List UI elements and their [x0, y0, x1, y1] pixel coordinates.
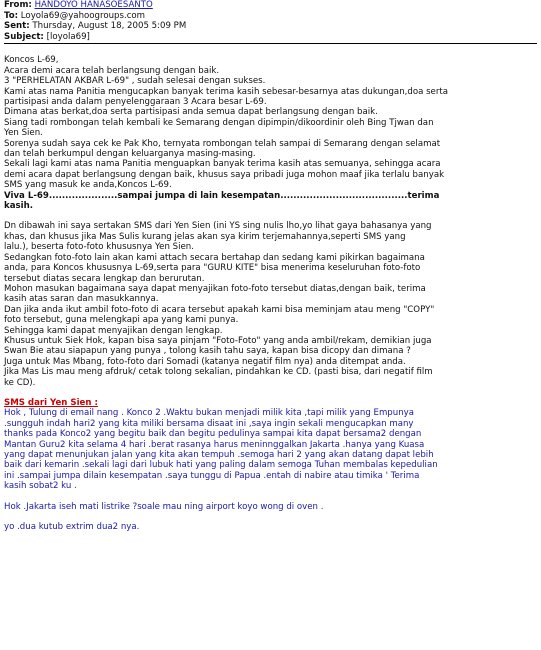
body-line: Sorenya sudah saya cek ke Pak Kho, ternyata rombongan telah sampai di Semarang dengan selamat: [4, 138, 441, 149]
body-line: Kami atas nama Panitia mengucapkan banyak terima kasih sebesar-besarnya atas dukungan,doa serta: [4, 86, 449, 97]
body-line: demi acara dapat berlangsung dengan baik, khusus saya pribadi juga mohon maaf jika terlalu banyak: [4, 169, 445, 180]
body-line: Khusus untuk Siek Hok, kapan bisa saya pinjam "Foto-Foto" yang anda ambil/rekam, demikian juga: [4, 335, 432, 346]
sms-line: kasih sobat2 ku .: [4, 481, 77, 492]
sms-line: ini .sampai jumpa dilain kesempatan .saya tunggu di Papua .entah di nabire atau timika ' Terima: [4, 470, 420, 481]
body-line: kasih atas saran dan masukkannya.: [4, 294, 159, 305]
to-row: [4, 11, 537, 22]
sms-line: Mantan Guru2 kita selama 4 hari .berat rasanya harus meninnggalkan Jakarta .hanya yang Kuasa: [4, 439, 425, 450]
sms-line: baik dari kemarin .sekali lagi dari lubuk hati yang paling dalam semoga Tuhan membalas kepedulian: [4, 460, 438, 471]
body-line: Siang tadi rombongan telah kembali ke Semarang dengan dipimpin/dikoordinir oleh Bing Tjwan dan: [4, 117, 434, 128]
sms-line: yang dapat menunjukan jalan yang kita akan tempuh .semoga hari 2 yang akan datang dapat lebih: [4, 450, 434, 460]
body-line: SMS yang masuk ke anda,Koncos L-69.: [4, 180, 172, 191]
sms-section-title: SMS dari Yen Sien :: [4, 397, 98, 408]
body-paragraph-1: [4, 55, 537, 190]
body-line: Swan Bie atau siapapun yang punya , tolong kasih tahu saya, kapan bisa dicopy dan dimana ?: [4, 346, 411, 357]
body-line: Mohon masukan bagaimana saya dapat menyajikan foto-foto tersebut diatas,dengan baik, terima: [4, 283, 426, 294]
body-line: dan telah berkumpul dengan keluarganya masing-masing.: [4, 149, 256, 160]
body-line: Dimana atas berkat,doa serta partisipasi anda semua dapat berlangsung dengan baik.: [4, 107, 378, 118]
body-line: khas, dan khusus jika Mas Sulis kurang jelas akan sya kirim terjemahannya,seperti SMS yang: [4, 231, 406, 242]
body-line: ke CD).: [4, 377, 36, 388]
subject-row: [4, 32, 537, 43]
body-line: foto tersebut, guna melengkapi apa yang kami punya.: [4, 315, 239, 326]
body-line: tersebut diatas secara lengkap dan berurutan.: [4, 273, 205, 284]
body-line: Acara demi acara telah berlangsung dengan baik.: [4, 65, 220, 76]
body-line: partisipasi anda dalam penyelenggaraan 3 Acara besar L-69.: [4, 97, 267, 107]
body-line: Dn dibawah ini saya sertakan SMS dari Yen Sien (ini YS sing nulis lho,yo lihat gaya bahasanya yang: [4, 221, 432, 232]
sent-label: Sent:: [4, 21, 30, 32]
sms-line: .sungguh indah hari2 yang kita miliki bersama disaat ini ,saya ingin sekali mengucapkan many: [4, 418, 414, 429]
sent-value: Thursday, August 18, 2005 5:09 PM: [32, 21, 187, 32]
to-value: Loyola69@yahoogroups.com: [20, 10, 146, 21]
sms-line: thanks pada Konco2 yang begitu baik dan begitu pedulinya sampai kita dapat bersama2 dengan: [4, 429, 422, 440]
body-line: Sekali lagi kami atas nama Panitia menguapkan banyak terima kasih atas semuanya, sehingga acara: [4, 159, 441, 170]
viva-paragraph: [4, 191, 537, 212]
body-line: 3 "PERHELATAN AKBAR L-69" , sudah selesai dengan sukses.: [4, 76, 266, 87]
from-link[interactable]: HANDOYO HANASOESANTO: [34, 0, 153, 10]
body-line: Yen Sien.: [4, 128, 43, 139]
to-label: To:: [4, 10, 19, 21]
body-line: Jika Mas Lis mau meng afdruk/ cetak tolong sekalian, pindahkan ke CD. (pasti bisa, dari negatif film: [4, 367, 433, 378]
email-header: [4, 0, 537, 42]
body-line: lalu.), beserta foto-foto khususnya Yen Sien.: [4, 242, 194, 253]
body-line: Juga untuk Mas Mbang, foto-foto dari Somadi (katanya negatif film nya) anda ditempat anda.: [4, 356, 406, 367]
subject-value: [loyola69]: [46, 31, 90, 42]
sent-row: [4, 21, 537, 32]
body-line: Dan jika anda ikut ambil foto-foto di acara tersebut apakah kami bisa meminjam atau meng "COPY": [4, 304, 435, 315]
sms-body: [4, 408, 537, 491]
viva-line: Viva L-69.....................sampai jumpa di lain kesempatan.......................................terima: [4, 190, 440, 201]
hok-line: Hok .Jakarta iseh mati listrike ?soale mau ning airport koyo wong di oven .: [4, 501, 324, 512]
from-label: From:: [4, 0, 32, 10]
body-line: Sedangkan foto-foto lain akan kami attach secara bertahap dan sedang kami pikirkan bagaimana: [4, 252, 425, 263]
body-line: anda, para Koncos khususnya L-69,serta para "GURU KITE" bisa menerima keseluruhan foto-foto: [4, 263, 421, 274]
from-row: [4, 0, 537, 11]
subject-label: Subject:: [4, 31, 44, 42]
sms-line: Hok , Tulung di email nang . Konco 2 .Waktu bukan menjadi milik kita ,tapi milik yang Empunya: [4, 408, 415, 419]
body-paragraph-2: [4, 221, 537, 388]
body-line: Koncos L-69,: [4, 55, 59, 66]
viva-line: kasih.: [4, 201, 33, 212]
yo-line: yo .dua kutub extrim dua2 nya.: [4, 522, 140, 533]
body-line: Sehingga kami dapat menyajikan dengan lengkap.: [4, 325, 223, 336]
